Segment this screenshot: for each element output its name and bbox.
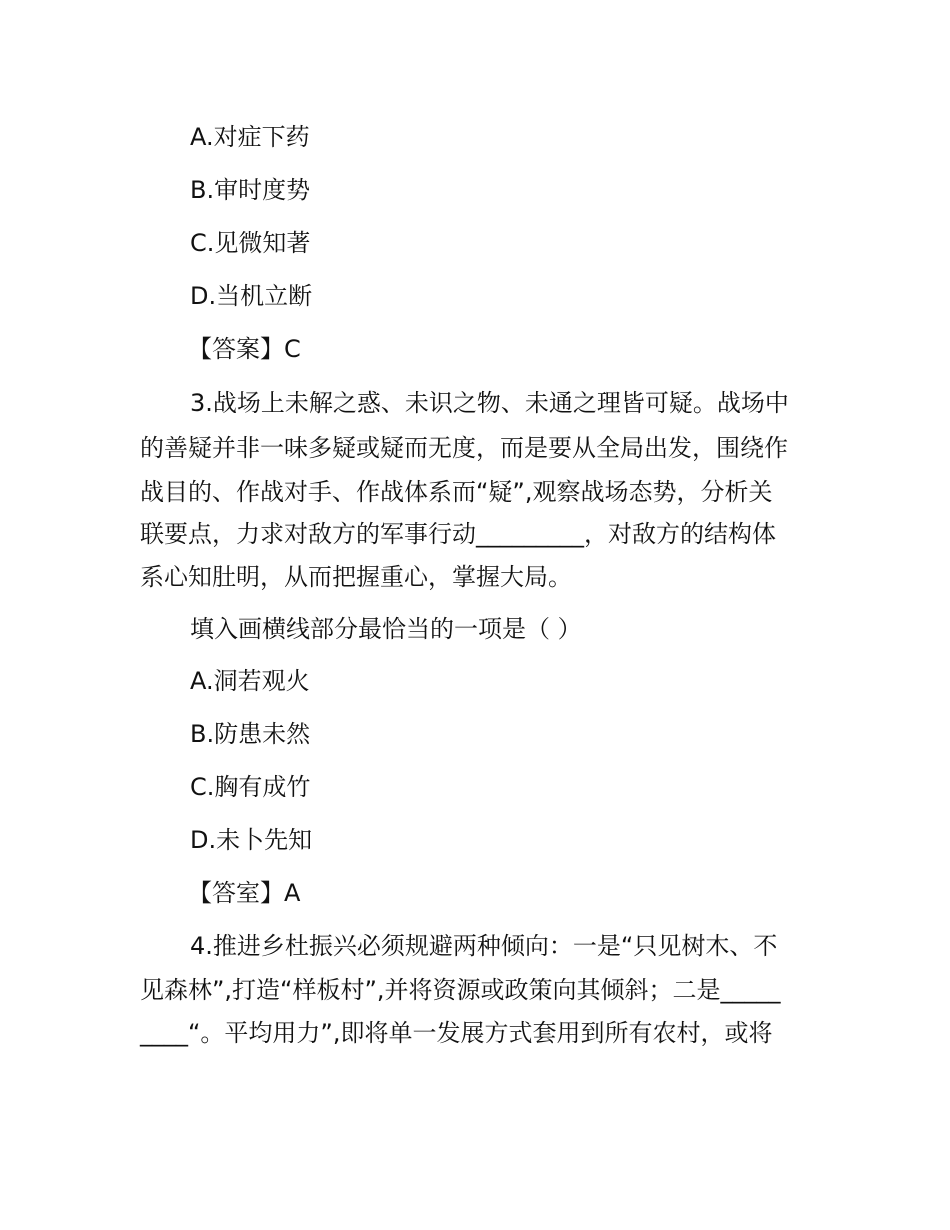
q3-text-line-1: 3.战场上未解之惑、未识之物、未通之理皆可疑。战场中 [190, 389, 789, 417]
q3-option-b: B.防患未然 [190, 720, 311, 748]
q2-option-c: C.见微知著 [190, 229, 311, 257]
q4-text-line-1: 4.推进乡杜振兴必须规避两种倾向：一是“只见树木、不 [190, 932, 778, 960]
q2-option-a: A.对症下药 [190, 123, 310, 151]
q3-prompt: 填入画横线部分最恰当的一项是（ ） [190, 615, 582, 643]
q4-text-line-2: 见森林”,打造“样板村”,并将资源或政策向其倾斜；二是_____ [140, 976, 781, 1004]
q3-option-c: C.胸有成竹 [190, 773, 311, 801]
q3-text-line-3: 战目的、作战对手、作战体系而“疑”,观察战场态势，分析关 [140, 478, 773, 506]
q3-option-a: A.洞若观火 [190, 667, 310, 695]
q4-text-line-3: ____“。平均用力”,即将单一发展方式套用到所有农村，或将 [140, 1019, 773, 1047]
q2-option-d: D.当机立断 [190, 282, 313, 310]
q2-answer: 【答案】C [188, 335, 301, 363]
q2-option-b: B.审时度势 [190, 176, 311, 204]
q3-option-d: D.未卜先知 [190, 826, 313, 854]
q3-text-line-5: 系心知肚明，从而把握重心，掌握大局。 [140, 563, 572, 591]
q3-answer: 【答室】A [188, 879, 301, 907]
q3-text-line-2: 的善疑并非一味多疑或疑而无度，而是要从全局出发，围绕作 [140, 434, 788, 462]
q3-text-line-4: 联要点，力求对敌方的军事行动_________，对敌方的结构体 [140, 520, 776, 548]
